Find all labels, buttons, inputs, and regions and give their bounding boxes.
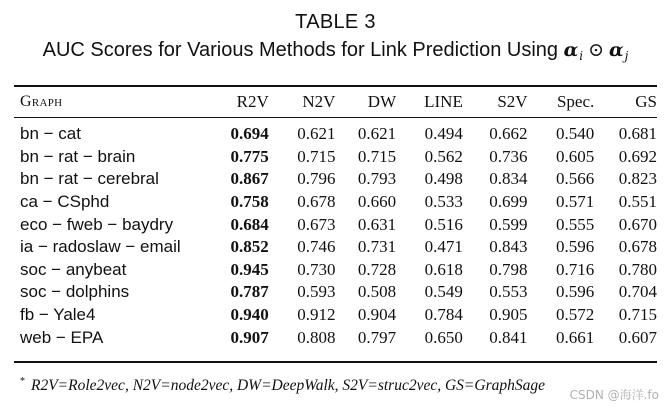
score-cell: 0.728	[357, 259, 397, 279]
graph-name-cell: bn − rat − brain	[20, 146, 136, 166]
column-header-dw: DW	[367, 92, 397, 111]
score-cell: 0.508	[357, 282, 397, 302]
score-cell: 0.798	[489, 259, 528, 279]
best-score-cell: 0.787	[230, 282, 269, 302]
table-number: TABLE 3	[295, 11, 376, 33]
score-cell: 0.596	[556, 282, 595, 302]
score-cell: 0.549	[424, 282, 463, 302]
graph-name-cell: soc − dolphins	[20, 282, 130, 302]
score-cell: 0.912	[297, 305, 336, 325]
footnote-mark: *	[20, 376, 25, 387]
score-cell: 0.808	[297, 327, 336, 347]
best-score-cell: 0.940	[230, 305, 269, 325]
score-cell: 0.780	[618, 259, 657, 279]
score-cell: 0.661	[556, 327, 595, 347]
score-cell: 0.731	[357, 237, 397, 257]
bottom-rule	[14, 361, 657, 363]
graph-name-cell: ia − radoslaw − email	[20, 237, 181, 257]
score-cell: 0.730	[297, 259, 336, 279]
header-row	[14, 88, 657, 116]
score-cell: 0.621	[357, 124, 397, 144]
score-cell: 0.797	[357, 327, 397, 347]
best-score-cell: 0.852	[230, 237, 269, 257]
score-cell: 0.905	[489, 305, 528, 325]
graph-name-cell: eco − fweb − baydry	[20, 214, 174, 234]
score-cell: 0.605	[556, 146, 595, 166]
score-cell: 0.571	[556, 192, 595, 212]
table-row	[14, 259, 657, 282]
score-cell: 0.471	[424, 237, 463, 257]
watermark: CSDN @海洋.fo	[569, 388, 659, 402]
score-cell: 0.673	[297, 214, 336, 234]
table-row	[14, 168, 657, 191]
score-cell: 0.841	[489, 327, 528, 347]
graph-name-cell: ca − CSphd	[20, 192, 110, 212]
score-cell: 0.904	[357, 305, 397, 325]
column-header-gs: GS	[635, 92, 657, 111]
caption-alpha-right: α	[609, 39, 624, 61]
score-cell: 0.516	[424, 214, 463, 234]
score-cell: 0.704	[618, 282, 657, 302]
table-row	[14, 146, 657, 169]
score-cell: 0.681	[618, 124, 657, 144]
graph-name-cell: web − EPA	[20, 327, 104, 347]
column-header-s2v: S2V	[497, 92, 528, 111]
score-cell: 0.498	[424, 169, 463, 189]
caption-text: AUC Scores for Various Methods for Link Prediction Using	[42, 39, 564, 61]
score-cell: 0.678	[618, 237, 657, 257]
graph-name-cell: bn − rat − cerebral	[20, 169, 159, 189]
best-score-cell: 0.945	[230, 259, 269, 279]
footnote-text: R2V=Role2vec, N2V=node2vec, DW=DeepWalk, S2V=struc2vec, GS=GraphSage	[31, 377, 545, 394]
score-cell: 0.533	[424, 192, 463, 212]
score-cell: 0.699	[489, 192, 528, 212]
column-header-r2v: R2V	[236, 92, 269, 111]
table-row	[14, 304, 657, 327]
table-row	[14, 191, 657, 214]
score-cell: 0.572	[556, 305, 595, 325]
score-cell: 0.566	[556, 169, 595, 189]
caption-sub-j: j	[624, 49, 629, 63]
score-cell: 0.670	[618, 214, 657, 234]
table-caption	[0, 37, 671, 69]
table-row	[14, 213, 657, 236]
score-cell: 0.715	[357, 146, 397, 166]
score-cell: 0.843	[489, 237, 528, 257]
column-header-line: LINE	[424, 92, 463, 111]
column-header-spec: Spec.	[556, 92, 595, 111]
graph-name-cell: fb − Yale4	[20, 305, 96, 325]
caption-alpha-left: α	[563, 39, 579, 61]
graph-name-cell: bn − cat	[20, 124, 81, 144]
score-cell: 0.631	[357, 214, 397, 234]
column-header-n2v: N2V	[302, 92, 336, 111]
caption-operator: ⊙	[588, 39, 604, 61]
score-cell: 0.551	[618, 192, 657, 212]
top-rule	[14, 85, 657, 87]
score-cell: 0.736	[489, 146, 528, 166]
score-cell: 0.494	[424, 124, 463, 144]
score-cell: 0.599	[489, 214, 528, 234]
table-row	[14, 236, 657, 259]
score-cell: 0.834	[489, 169, 528, 189]
score-cell: 0.650	[424, 327, 463, 347]
score-cell: 0.621	[297, 124, 336, 144]
score-cell: 0.596	[556, 237, 595, 257]
caption-sub-i: i	[579, 49, 584, 63]
score-cell: 0.715	[618, 305, 657, 325]
table-body	[14, 116, 657, 349]
column-header-graph: Graph	[20, 93, 63, 110]
best-score-cell: 0.867	[230, 169, 269, 189]
spacer-row	[14, 116, 657, 123]
table-row	[14, 123, 657, 146]
best-score-cell: 0.694	[230, 124, 269, 144]
best-score-cell: 0.907	[230, 327, 269, 347]
score-cell: 0.746	[297, 237, 336, 257]
score-cell: 0.715	[297, 146, 336, 166]
score-cell: 0.823	[618, 169, 657, 189]
score-cell: 0.784	[424, 305, 463, 325]
footnote	[20, 376, 545, 395]
score-cell: 0.618	[424, 259, 463, 279]
score-cell: 0.593	[297, 282, 336, 302]
score-cell: 0.662	[489, 124, 528, 144]
table-row	[14, 281, 657, 304]
graph-name-cell: soc − anybeat	[20, 259, 127, 279]
score-cell: 0.660	[357, 192, 397, 212]
best-score-cell: 0.758	[230, 192, 269, 212]
spacer-cell	[14, 116, 657, 123]
score-cell: 0.692	[618, 146, 657, 166]
score-cell: 0.553	[489, 282, 528, 302]
caption-math	[564, 39, 629, 61]
table-row	[14, 326, 657, 349]
score-cell: 0.540	[556, 124, 595, 144]
score-cell: 0.796	[297, 169, 336, 189]
best-score-cell: 0.684	[230, 214, 269, 234]
score-cell: 0.793	[357, 169, 397, 189]
score-cell: 0.607	[618, 327, 657, 347]
score-cell: 0.555	[556, 214, 595, 234]
results-table	[14, 88, 657, 349]
best-score-cell: 0.775	[230, 146, 269, 166]
score-cell: 0.678	[297, 192, 336, 212]
score-cell: 0.562	[424, 146, 463, 166]
score-cell: 0.716	[556, 259, 595, 279]
